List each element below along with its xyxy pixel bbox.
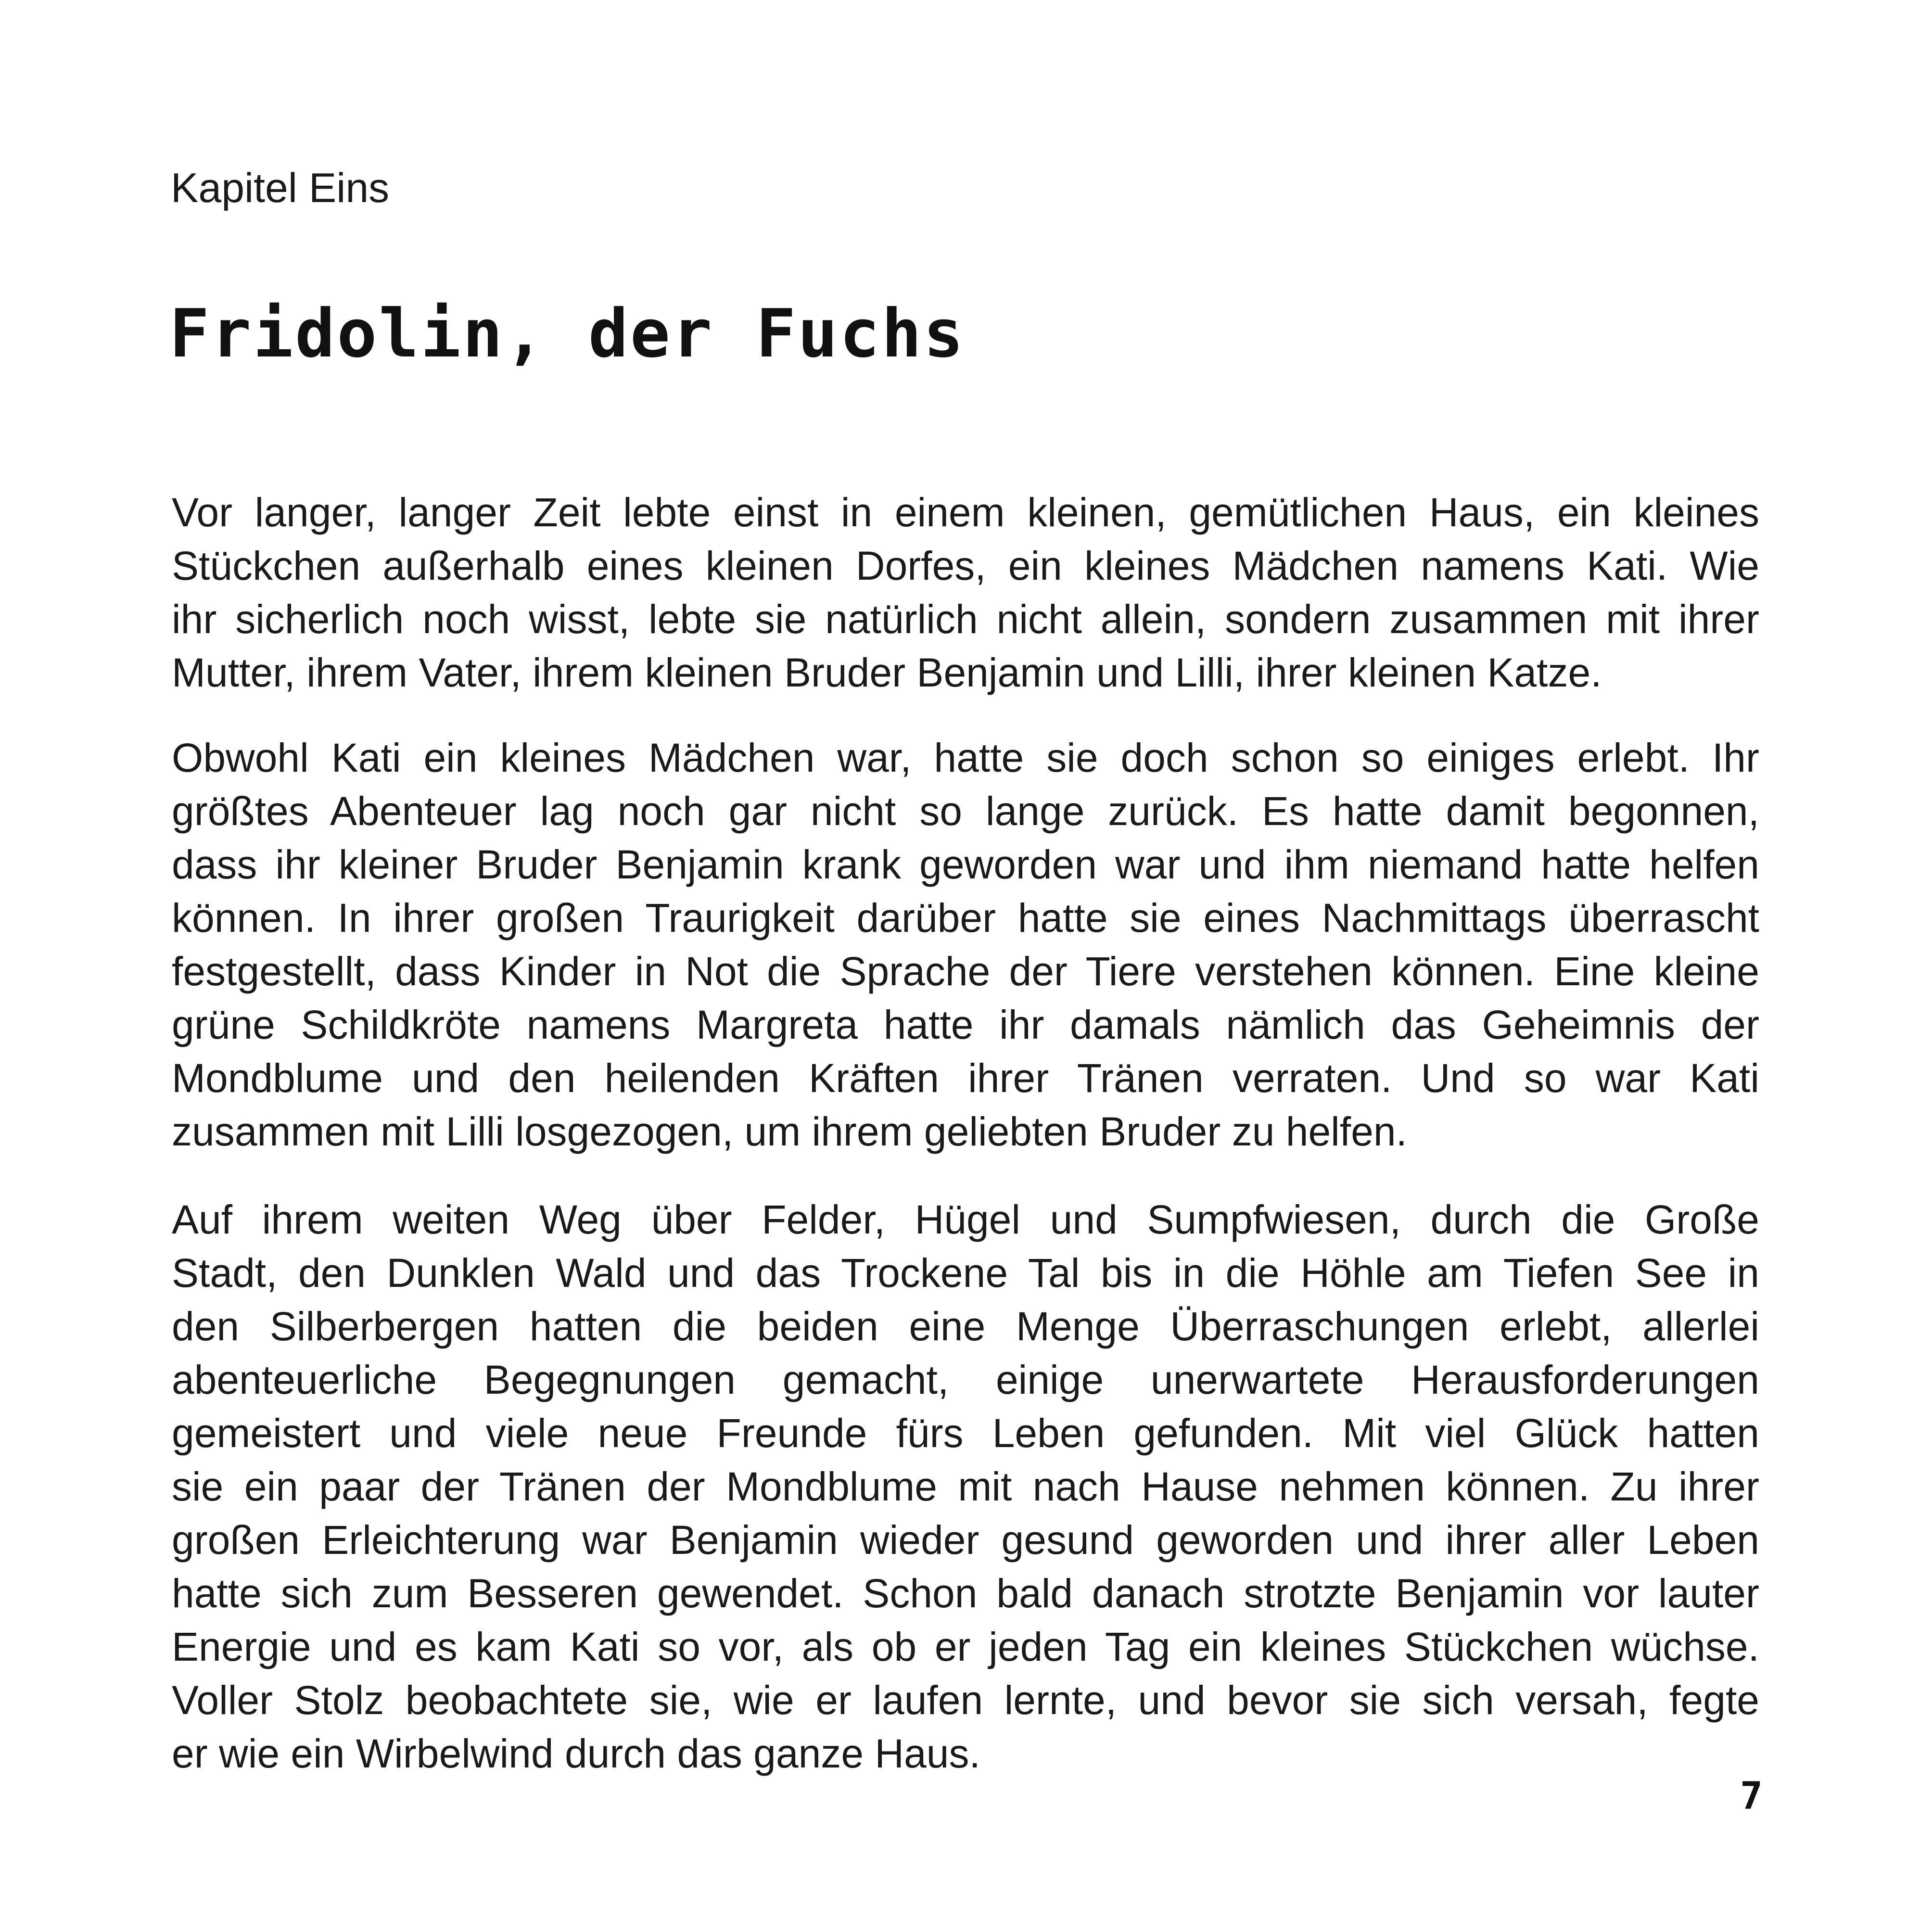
paragraph-line: können. In ihrer großen Traurigkeit darüber hatte sie eines Nachmittags überrascht (172, 895, 1759, 941)
paragraph-line: zusammen mit Lilli losgezogen, um ihrem geliebten Bruder zu helfen. (172, 1109, 1407, 1154)
paragraph-line: großen Erleichterung war Benjamin wieder gesund geworden und ihrer aller Leben (172, 1517, 1759, 1563)
paragraph-2 (172, 731, 1759, 1158)
paragraph-line: er wie ein Wirbelwind durch das ganze Haus. (172, 1731, 980, 1776)
paragraph-line: größtes Abenteuer lag noch gar nicht so lange zurück. Es hatte damit begonnen, (172, 788, 1759, 834)
paragraph-line: Mondblume und den heilenden Kräften ihrer Tränen verraten. Und so war Kati (172, 1055, 1759, 1101)
paragraph-line: Stückchen außerhalb eines kleinen Dorfes, ein kleines Mädchen namens Kati. Wie (172, 543, 1759, 588)
paragraph-line: Mutter, ihrem Vater, ihrem kleinen Bruder Benjamin und Lilli, ihrer kleinen Katze. (172, 650, 1602, 695)
chapter-label: Kapitel Eins (171, 165, 390, 211)
paragraph-line: ihr sicherlich noch wisst, lebte sie natürlich nicht allein, sondern zusammen mit ihrer (172, 597, 1759, 642)
paragraph-line: Stadt, den Dunklen Wald und das Trockene Tal bis in die Höhle am Tiefen See in (172, 1250, 1759, 1296)
paragraph-line: dass ihr kleiner Bruder Benjamin krank geworden war und ihm niemand hatte helfen (172, 842, 1759, 887)
paragraph-line: den Silberbergen hatten die beiden eine Menge Überraschungen erlebt, allerlei (172, 1304, 1759, 1349)
paragraph-line: sie ein paar der Tränen der Mondblume mit nach Hause nehmen können. Zu ihrer (172, 1464, 1759, 1509)
paragraph-line: abenteuerliche Begegnungen gemacht, einige unerwartete Herausforderungen (172, 1357, 1759, 1402)
paragraph-line: Obwohl Kati ein kleines Mädchen war, hatte sie doch schon so einiges erlebt. Ihr (172, 735, 1759, 780)
paragraph-1 (172, 486, 1759, 699)
paragraph-line: grüne Schildkröte namens Margreta hatte ihr damals nämlich das Geheimnis der (172, 1002, 1759, 1047)
paragraph-3 (172, 1193, 1759, 1780)
paragraph-line: gemeistert und viele neue Freunde fürs Leben gefunden. Mit viel Glück hatten (172, 1411, 1759, 1456)
paragraph-line: Vor langer, langer Zeit lebte einst in einem kleinen, gemütlichen Haus, ein kleines (172, 490, 1759, 535)
paragraph-line: Auf ihrem weiten Weg über Felder, Hügel und Sumpfwiesen, durch die Große (172, 1197, 1759, 1242)
page-number: 7 (1740, 1775, 1763, 1818)
paragraph-line: hatte sich zum Besseren gewendet. Schon bald danach strotzte Benjamin vor lauter (172, 1571, 1759, 1616)
paragraph-line: Voller Stolz beobachtete sie, wie er laufen lernte, und bevor sie sich versah, fegte (172, 1678, 1759, 1723)
chapter-title: Fridolin, der Fuchs (169, 295, 966, 372)
paragraph-line: festgestellt, dass Kinder in Not die Sprache der Tiere verstehen können. Eine kleine (172, 949, 1759, 994)
paragraph-line: Energie und es kam Kati so vor, als ob er jeden Tag ein kleines Stückchen wüchse. (172, 1624, 1759, 1669)
